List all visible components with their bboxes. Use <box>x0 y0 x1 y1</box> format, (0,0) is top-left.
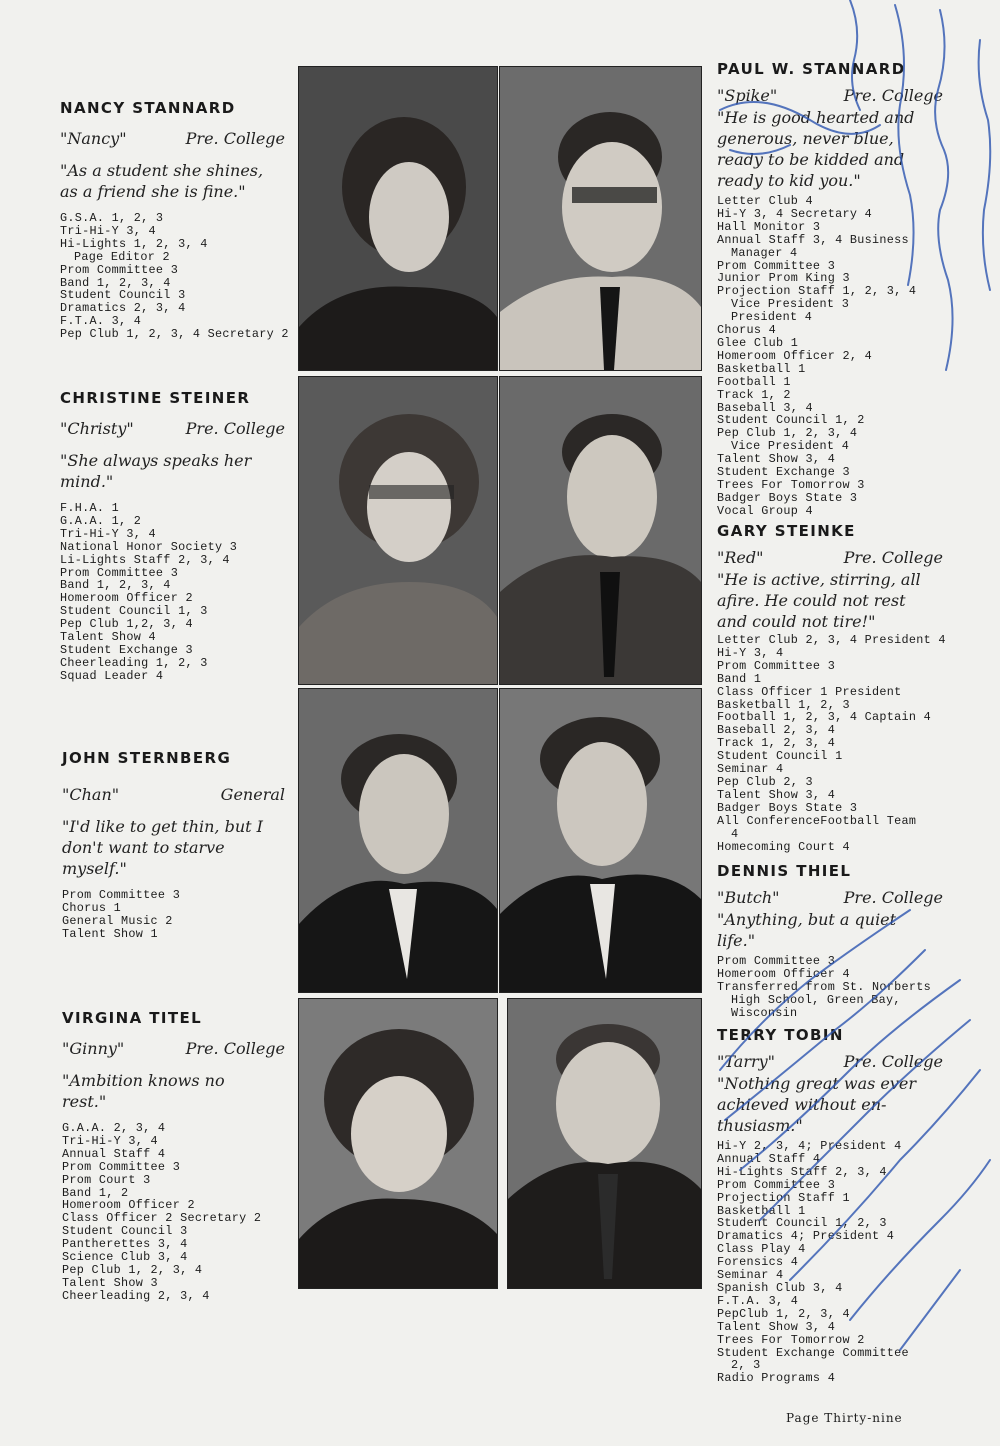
activity-item: Hi-Lights 1, 2, 3, 4 <box>60 236 208 251</box>
activity-item: F.H.A. 1 <box>60 501 120 515</box>
activity-item: Pep Club 1,2, 3, 4 <box>60 617 193 632</box>
activity-item: Annual Staff 4 <box>717 1151 821 1166</box>
activity-item: Letter Club 2, 3, 4 President 4 <box>717 633 946 647</box>
activity-item: General Music 2 <box>62 913 173 928</box>
activity-item: F.T.A. 3, 4 <box>717 1293 799 1308</box>
activity-list <box>60 502 285 683</box>
activity-item: All ConferenceFootball Team <box>717 813 917 828</box>
activity-item: Talent Show 3, 4 <box>717 452 836 467</box>
activity-item: Student Exchange 3 <box>60 642 193 657</box>
activity-list <box>717 195 943 518</box>
activity-list <box>62 1122 285 1303</box>
activity-item: Band 1 <box>717 671 762 686</box>
activity-item: Spanish Club 3, 4 <box>717 1280 843 1295</box>
activity-item: Student Exchange 3 <box>717 465 850 480</box>
activity-item: Pep Club 1, 2, 3, 4 <box>717 426 858 441</box>
bio-john-sternberg <box>62 749 285 941</box>
activity-item: Hi-Lights Staff 2, 3, 4 <box>717 1164 887 1179</box>
activity-item: Homeroom Officer 4 <box>717 966 850 981</box>
activity-item: Basketball 1 <box>717 1203 806 1218</box>
portrait-photo <box>499 66 702 371</box>
activity-item: 4 <box>731 826 739 841</box>
nickname: "Tarry" <box>717 1052 776 1071</box>
senior-quote: "He is active, stirring, all afire. He could not rest and could not tire!" <box>717 570 921 631</box>
activity-item: Tri-Hi-Y 3, 4 <box>62 1133 158 1148</box>
bio-virgina-titel <box>62 1009 285 1303</box>
activity-item: Class Officer 2 Secretary 2 <box>62 1211 262 1226</box>
nickname: "Ginny" <box>62 1039 125 1058</box>
activity-item: Pantherettes 3, 4 <box>62 1237 188 1252</box>
bio-terry-tobin <box>717 1026 943 1385</box>
nickname: "Red" <box>717 548 764 567</box>
activity-item: Talent Show 3, 4 <box>717 787 836 802</box>
activity-item: Vice President 4 <box>731 439 850 454</box>
activity-item: Cheerleading 1, 2, 3 <box>60 655 208 670</box>
activity-item: Transferred from St. Norberts <box>717 979 931 994</box>
student-name: GARY STEINKE <box>717 522 856 540</box>
activity-item: Vice President 3 <box>731 297 850 312</box>
nickname: "Spike" <box>717 86 778 105</box>
portrait-photo <box>298 376 498 685</box>
senior-quote: "As a student she shines, as a friend she is fine." <box>60 161 264 201</box>
activity-item: G.A.A. 1, 2 <box>60 513 142 528</box>
portrait-photo <box>298 66 498 371</box>
course: Pre. College <box>843 1052 943 1071</box>
activity-item: Tri-Hi-Y 3, 4 <box>60 526 156 541</box>
activity-item: Dramatics 4; President 4 <box>717 1229 895 1244</box>
activity-item: Student Council 3 <box>62 1224 188 1239</box>
activity-item: Glee Club 1 <box>717 335 799 350</box>
activity-item: Pep Club 1, 2, 3, 4 Secretary 2 <box>60 327 289 342</box>
nickname-row <box>717 548 943 567</box>
activity-item: Homecoming Court 4 <box>717 839 850 854</box>
activity-item: Radio Programs 4 <box>717 1371 836 1386</box>
activity-item: Student Council 1, 2 <box>717 413 865 428</box>
course: Pre. College <box>185 419 285 438</box>
activity-item: Talent Show 1 <box>62 926 158 941</box>
activity-item: Student Council 3 <box>60 288 186 303</box>
activity-item: Prom Committee 3 <box>62 1159 181 1174</box>
bio-paul-stannard <box>717 60 943 518</box>
nickname-row <box>62 785 285 804</box>
course: Pre. College <box>843 86 943 105</box>
activity-item: PepClub 1, 2, 3, 4 <box>717 1306 850 1321</box>
activity-item: Homeroom Officer 2, 4 <box>717 348 872 363</box>
nickname: "Chan" <box>62 785 120 804</box>
course: Pre. College <box>185 129 285 148</box>
activity-item: G.S.A. 1, 2, 3 <box>60 211 164 225</box>
activity-item: Talent Show 3, 4 <box>717 1319 836 1334</box>
student-name: DENNIS THIEL <box>717 862 852 880</box>
activity-item: Trees For Tomorrow 3 <box>717 477 865 492</box>
activity-item: Badger Boys State 3 <box>717 800 858 815</box>
activity-item: Class Play 4 <box>717 1242 806 1257</box>
nickname-row <box>60 419 285 438</box>
activity-item: Projection Staff 1 <box>717 1190 850 1205</box>
activity-item: Talent Show 4 <box>60 630 156 645</box>
activity-item: Cheerleading 2, 3, 4 <box>62 1288 210 1303</box>
activity-item: Forensics 4 <box>717 1255 799 1270</box>
senior-quote: "She always speaks her mind." <box>60 451 252 491</box>
course: Pre. College <box>185 1039 285 1058</box>
activity-item: Student Council 1, 3 <box>60 604 208 619</box>
activity-item: G.A.A. 2, 3, 4 <box>62 1121 166 1135</box>
activity-item: Annual Staff 4 <box>62 1146 166 1161</box>
activity-item: Band 1, 2, 3, 4 <box>60 275 171 290</box>
portrait-photo <box>499 688 702 993</box>
activity-item: Prom Committee 3 <box>60 262 179 277</box>
activity-item: Basketball 1, 2, 3 <box>717 697 850 712</box>
activity-list <box>717 955 943 1020</box>
student-name: JOHN STERNBERG <box>62 749 232 767</box>
activity-item: Student Council 1, 2, 3 <box>717 1216 887 1231</box>
activity-item: Dramatics 2, 3, 4 <box>60 301 186 316</box>
activity-item: Homeroom Officer 2 <box>60 591 193 606</box>
activity-list <box>717 1140 943 1385</box>
senior-quote: "Nothing great was ever achieved without en- thusiasm." <box>717 1074 917 1135</box>
activity-item: Manager 4 <box>731 245 798 260</box>
activity-item: Hi-Y 3, 4 Secretary 4 <box>717 206 872 221</box>
activity-item: Pep Club 1, 2, 3, 4 <box>62 1262 203 1277</box>
portrait-photo <box>499 376 702 685</box>
activity-item: Homeroom Officer 2 <box>62 1198 195 1213</box>
activity-list <box>60 211 289 342</box>
activity-item: Basketball 1 <box>717 361 806 376</box>
activity-item: Talent Show 3 <box>62 1275 158 1290</box>
senior-quote: "Ambition knows no rest." <box>62 1071 225 1111</box>
nickname-row <box>717 1052 943 1071</box>
activity-item: Football 1, 2, 3, 4 Captain 4 <box>717 710 931 725</box>
activity-item: Prom Committee 3 <box>62 888 181 902</box>
activity-item: Band 1, 2 <box>62 1185 129 1200</box>
activity-item: 2, 3 <box>731 1358 761 1373</box>
activity-item: Prom Committee 3 <box>60 565 179 580</box>
activity-item: Prom Committee 3 <box>717 1177 836 1192</box>
bio-dennis-thiel <box>717 862 943 1020</box>
activity-item: Page Editor 2 <box>74 249 170 264</box>
bio-nancy-stannard <box>60 99 289 342</box>
nickname: "Nancy" <box>60 129 127 148</box>
student-name: VIRGINA TITEL <box>62 1009 203 1027</box>
portrait-photo <box>298 998 498 1289</box>
activity-item: Hi-Y 2, 3, 4; President 4 <box>717 1139 902 1153</box>
activity-list <box>717 633 946 854</box>
portrait-photo <box>298 688 498 993</box>
activity-item: Track 1, 2, 3, 4 <box>717 736 836 751</box>
activity-item: Vocal Group 4 <box>717 503 813 518</box>
activity-item: Badger Boys State 3 <box>717 490 858 505</box>
page-number: Page Thirty-nine <box>786 1411 903 1425</box>
activity-item: Chorus 4 <box>717 323 777 338</box>
course: Pre. College <box>843 548 943 567</box>
activity-item: President 4 <box>731 310 813 325</box>
bio-christine-steiner <box>60 389 285 683</box>
activity-item: Projection Staff 1, 2, 3, 4 <box>717 284 917 299</box>
nickname-row <box>62 1039 285 1058</box>
activity-item: Chorus 1 <box>62 900 122 915</box>
activity-item: Annual Staff 3, 4 Business <box>717 232 909 247</box>
activity-item: Prom Court 3 <box>62 1172 151 1187</box>
activity-item: Hi-Y 3, 4 <box>717 645 784 660</box>
activity-item: Band 1, 2, 3, 4 <box>60 578 171 593</box>
activity-item: Li-Lights Staff 2, 3, 4 <box>60 552 230 567</box>
nickname-row <box>717 86 943 105</box>
senior-quote: "I'd like to get thin, but I don't want to starve myself." <box>62 817 263 878</box>
course: General <box>220 785 285 804</box>
activity-item: Squad Leader 4 <box>60 668 164 683</box>
activity-list <box>62 889 285 941</box>
activity-item: Class Officer 1 President <box>717 684 902 699</box>
course: Pre. College <box>843 888 943 907</box>
activity-item: Student Exchange Committee <box>717 1345 909 1360</box>
nickname: "Christy" <box>60 419 134 438</box>
nickname: "Butch" <box>717 888 780 907</box>
activity-item: National Honor Society 3 <box>60 539 238 554</box>
activity-item: Track 1, 2 <box>717 387 791 402</box>
activity-item: Seminar 4 <box>717 1268 784 1283</box>
bio-gary-steinke <box>717 522 946 854</box>
activity-item: Junior Prom King 3 <box>717 271 850 286</box>
activity-item: Baseball 3, 4 <box>717 400 813 415</box>
senior-quote: "He is good hearted and generous, never blue, ready to be kidded and ready to kid you." <box>717 108 915 190</box>
activity-item: High School, Green Bay, <box>731 992 901 1007</box>
activity-item: Football 1 <box>717 374 791 389</box>
activity-item: Tri-Hi-Y 3, 4 <box>60 223 156 238</box>
senior-quote: "Anything, but a quiet life." <box>717 910 897 950</box>
student-name: NANCY STANNARD <box>60 99 236 117</box>
student-name: PAUL W. STANNARD <box>717 60 906 78</box>
activity-item: Prom Committee 3 <box>717 954 836 968</box>
activity-item: Hall Monitor 3 <box>717 219 821 234</box>
activity-item: Pep Club 2, 3 <box>717 774 813 789</box>
activity-item: Baseball 2, 3, 4 <box>717 723 836 738</box>
activity-item: Seminar 4 <box>717 762 784 777</box>
activity-item: Prom Committee 3 <box>717 258 836 273</box>
activity-item: Letter Club 4 <box>717 194 813 208</box>
activity-item: Wisconsin <box>731 1005 798 1020</box>
portrait-photo <box>507 998 702 1289</box>
activity-item: Prom Committee 3 <box>717 658 836 673</box>
nickname-row <box>717 888 943 907</box>
nickname-row <box>60 129 285 148</box>
student-name: TERRY TOBIN <box>717 1026 844 1044</box>
student-name: CHRISTINE STEINER <box>60 389 251 407</box>
activity-item: F.T.A. 3, 4 <box>60 314 142 329</box>
activity-item: Student Council 1 <box>717 749 843 764</box>
activity-item: Trees For Tomorrow 2 <box>717 1332 865 1347</box>
activity-item: Science Club 3, 4 <box>62 1250 188 1265</box>
